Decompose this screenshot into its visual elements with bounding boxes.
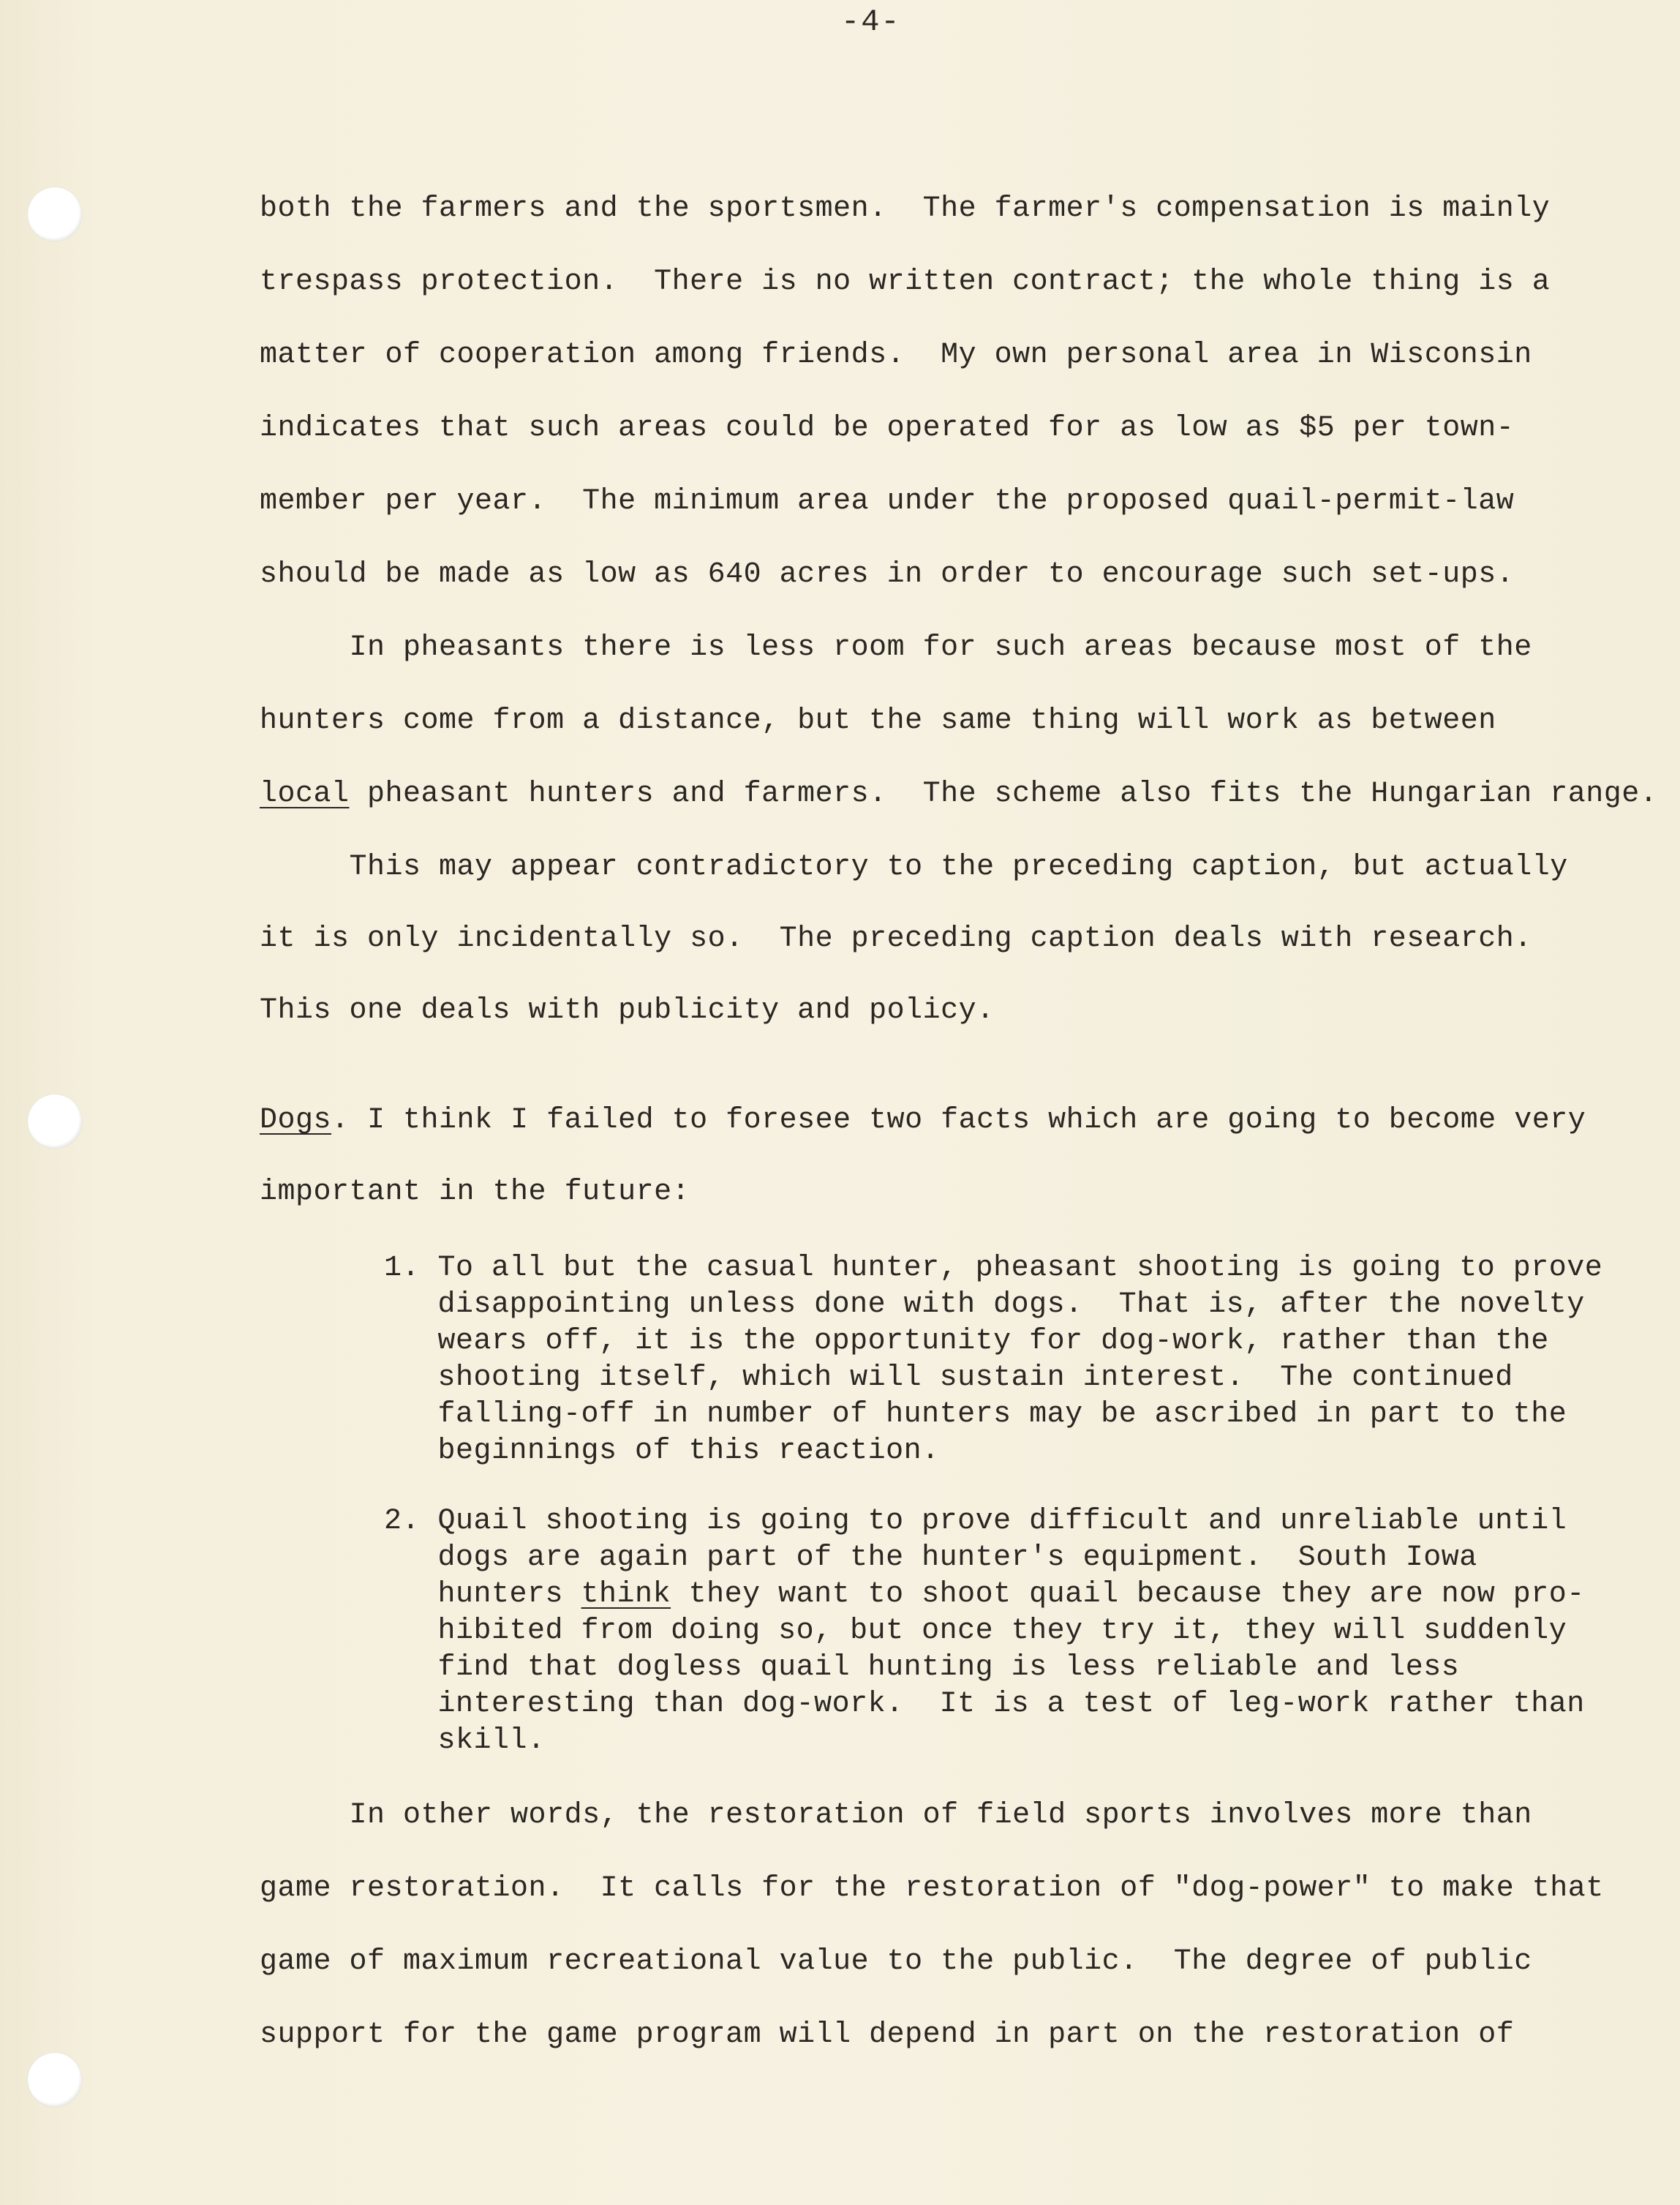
text-line: hunters come from a distance, but the same thing will work as between (260, 705, 1496, 737)
text-line (260, 780, 1657, 809)
text-line: should be made as low as 640 acres in order to encourage such set-ups. (260, 558, 1515, 591)
text-span: . I think I failed to foresee two facts which are going to become very (331, 1104, 1586, 1137)
text-line: trespass protection. There is no written contract; the whole thing is a (260, 266, 1551, 298)
text-line: important in the future: (260, 1176, 690, 1209)
text-line: it is only incidentally so. The preceding caption deals with research. (260, 923, 1532, 955)
text-line: skill. (384, 1724, 546, 1757)
underlined-word: local (260, 778, 350, 811)
text-line: beginnings of this reaction. (384, 1435, 940, 1468)
text-line: interesting than dog-work. It is a test of leg-work rather than (384, 1688, 1585, 1721)
text-line: support for the game program will depend in part on the restoration of (260, 2018, 1515, 2051)
paragraph-2 (260, 631, 1658, 811)
text-line: both the farmers and the sportsmen. The farmer's compensation is mainly (260, 192, 1551, 225)
paragraph-3 (260, 851, 1649, 1027)
text-line: wears off, it is the opportunity for dog-work, rather than the (384, 1325, 1549, 1358)
punch-hole-middle (28, 1094, 82, 1149)
text-line: falling-off in number of hunters may be ascribed in part to the (384, 1398, 1567, 1431)
text-line: hibited from doing so, but once they try it, they will suddenly (384, 1615, 1567, 1648)
text-span: pheasant hunters and farmers. The scheme also fits the Hungarian range. (349, 778, 1658, 811)
text-line: indicates that such areas could be operated for as low as $5 per town- (260, 412, 1515, 445)
text-line (384, 1580, 1585, 1609)
text-line: dogs are again part of the hunter's equipment. South Iowa (384, 1541, 1477, 1574)
text-line: This may appear contradictory to the preceding caption, but actually (260, 851, 1568, 884)
punch-hole-top (28, 187, 82, 241)
list-item-1 (384, 1254, 1680, 1517)
text-line (260, 1106, 1586, 1135)
text-line: shooting itself, which will sustain interest. The continued (384, 1361, 1513, 1394)
text-line: find that dogless quail hunting is less reliable and less (384, 1651, 1460, 1684)
text-line: 1. To all but the casual hunter, pheasant shooting is going to prove (384, 1252, 1603, 1285)
text-line: matter of cooperation among friends. My own personal area in Wisconsin (260, 339, 1532, 372)
page-number: -4- (841, 4, 901, 40)
punch-hole-bottom (28, 2053, 82, 2107)
list-item-2 (384, 1507, 1680, 1803)
text-line: This one deals with publicity and policy. (260, 994, 995, 1027)
section-heading-dogs: Dogs (260, 1104, 332, 1137)
text-line: game of maximum recreational value to the public. The degree of public (260, 1945, 1532, 1978)
text-line: disappointing unless done with dogs. That is, after the novelty (384, 1288, 1585, 1321)
text-line: member per year. The minimum area under the proposed quail-permit-law (260, 485, 1515, 518)
text-span: hunters (384, 1578, 581, 1611)
dogs-paragraph (260, 1106, 1649, 1238)
text-span: they want to shoot quail because they are now pro- (671, 1578, 1585, 1611)
underlined-word: think (581, 1578, 671, 1611)
text-line: In other words, the restoration of field sports involves more than (260, 1799, 1532, 1832)
text-line: 2. Quail shooting is going to prove difficult and unreliable until (384, 1505, 1567, 1538)
text-line: game restoration. It calls for the restoration of "dog-power" to make that (260, 1872, 1604, 1905)
text-line: In pheasants there is less room for such areas because most of the (260, 631, 1532, 664)
paragraph-4 (260, 1799, 1649, 2051)
paragraph-1 (260, 192, 1649, 591)
